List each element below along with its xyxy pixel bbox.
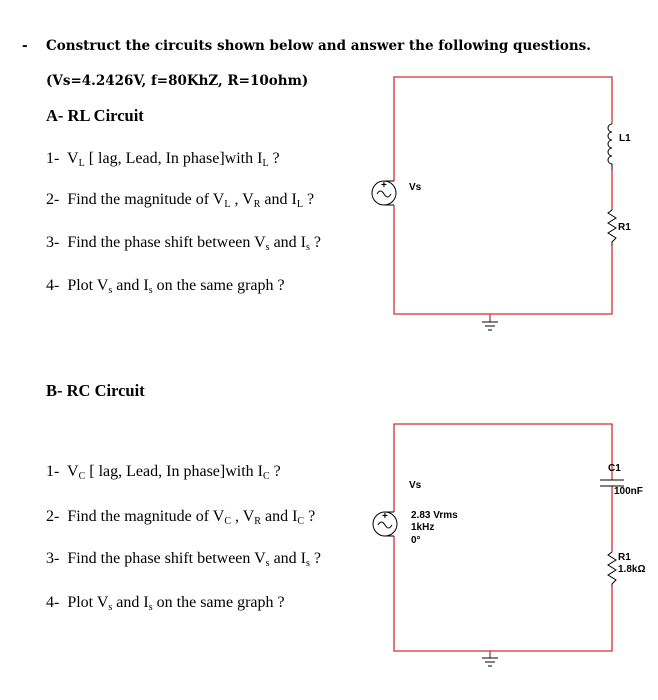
bullet: - <box>22 38 28 54</box>
question-b4: 4- Plot $V_s$ and $I_s$ on the same graph ? <box>46 594 285 613</box>
question-a4: 4- Plot $V_s$ and $I_s$ on the same graph ? <box>46 277 285 296</box>
question-b2: 2- Find the magnitude of $V_C$ , $V_R$ and $I_C$ ? <box>46 508 316 527</box>
svg-text:+: + <box>382 511 388 522</box>
source-frequency: 1kHz <box>411 522 435 533</box>
rc-resistor-label: R1 <box>618 552 631 563</box>
question-b1: 1- $V_C$ [ lag, Lead, In phase]with $I_C$ ? <box>46 463 281 482</box>
rl-ac-source-icon <box>372 180 396 205</box>
capacitor-value: 100nF <box>614 486 643 497</box>
rc-circuit <box>373 424 645 666</box>
rc-resistor-value: 1.8kΩ <box>618 564 646 575</box>
rl-source-label: Vs <box>409 182 422 193</box>
page-title: Construct the circuits shown below and answer the following questions. <box>46 38 591 54</box>
capacitor-label: C1 <box>608 463 621 474</box>
rc-ac-source-icon <box>373 511 397 536</box>
inductor-label: L1 <box>619 133 631 144</box>
section-b-heading: B- RC Circuit <box>46 381 145 400</box>
section-a-heading: A- RL Circuit <box>46 106 144 125</box>
rl-ground-icon <box>482 322 498 330</box>
question-b3: 3- Find the phase shift between $V_s$ and $I_s$ ? <box>46 550 322 569</box>
source-phase: 0° <box>411 535 421 546</box>
rc-source-label: Vs <box>409 480 422 491</box>
rc-resistor-icon <box>608 552 616 586</box>
rl-circuit <box>372 77 631 330</box>
svg-text:+: + <box>381 180 387 191</box>
rl-resistor-label: R1 <box>618 222 631 233</box>
question-a3: 3- Find the phase shift between $V_s$ and $I_s$ ? <box>46 234 322 253</box>
given-values: (Vs=4.2426V, f=80KhZ, R=10ohm) <box>46 73 309 89</box>
rc-wire-top <box>394 424 612 512</box>
question-a1: 1- $V_L$ [ lag, Lead, In phase]with $I_L$ ? <box>46 150 280 169</box>
rc-ground-icon <box>482 658 498 666</box>
rc-wire-bottom <box>394 536 612 651</box>
rl-wire-top <box>394 77 612 181</box>
source-amplitude: 2.83 Vrms <box>411 510 458 521</box>
inductor-icon <box>608 124 612 170</box>
rl-resistor-icon <box>608 210 616 246</box>
question-a2: 2- Find the magnitude of $V_L$ , $V_R$ and $I_L$ ? <box>46 191 315 210</box>
rl-wire-bottom <box>394 205 612 314</box>
